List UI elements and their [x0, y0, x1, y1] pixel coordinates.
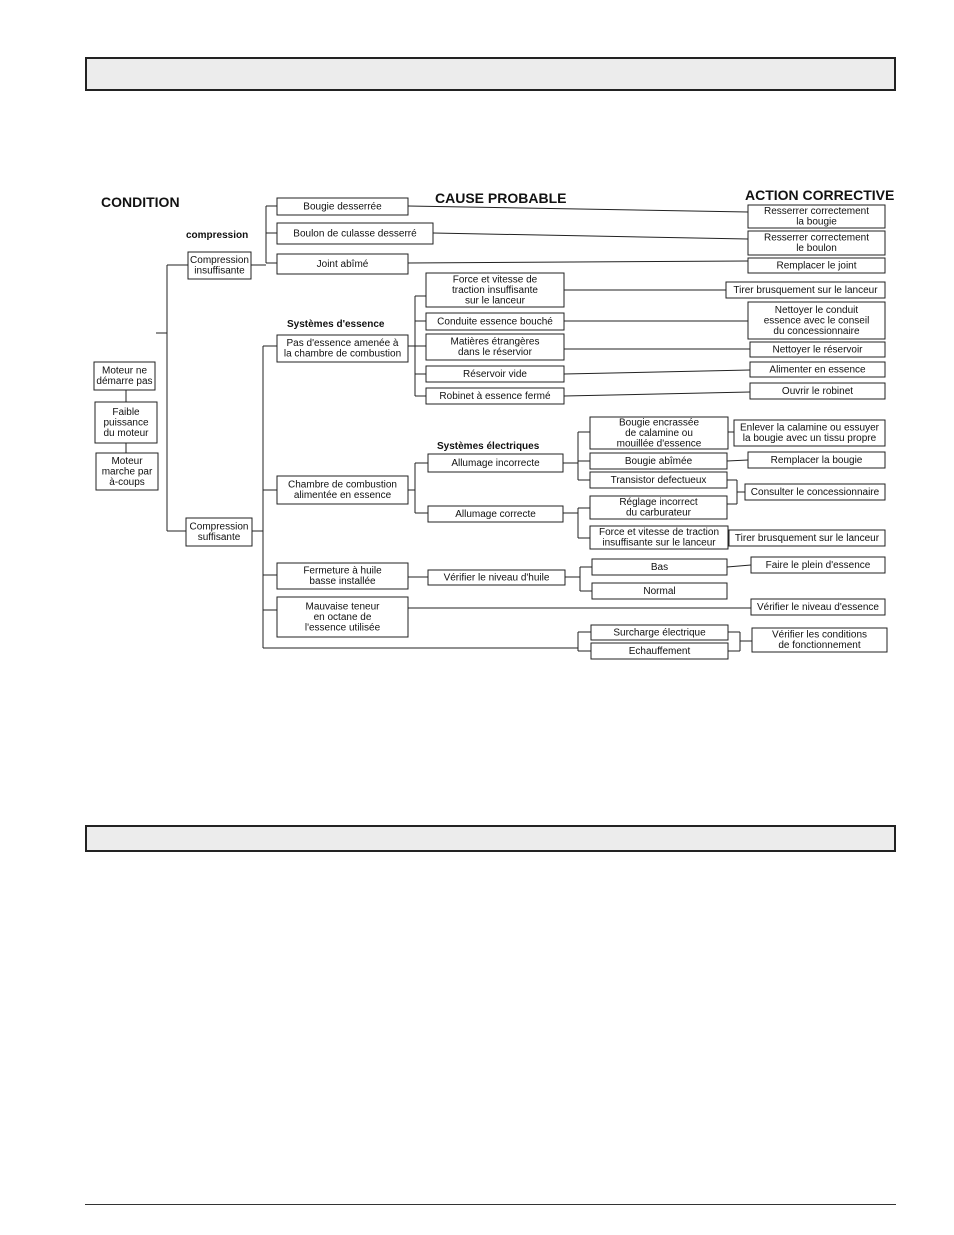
- connector-line: [433, 233, 748, 239]
- fuel-cause-tank-empty-label: Réservoir vide: [463, 368, 527, 380]
- cause-heading: CAUSE PROBABLE: [435, 190, 567, 206]
- condition-low-power-label: du moteur: [103, 427, 149, 439]
- ignition-cause-damaged-plug: [590, 453, 727, 469]
- cause-gasket-damaged-label: Joint abîmé: [316, 258, 369, 270]
- condition-low-power-label: puissance: [103, 417, 149, 429]
- cause-head-bolt-loose-label: Boulon de culasse desserré: [293, 228, 417, 240]
- fuel-cause-foreign-matter-label: dans le réservior: [458, 347, 532, 358]
- oil-normal-box-label: Normal: [643, 585, 676, 597]
- connector-line: [408, 261, 748, 263]
- fuel-cause-pull-force-label: Force et vitesse de: [452, 274, 538, 286]
- ignition-incorrect-box-label: Allumage incorrecte: [451, 457, 540, 469]
- cause-chamber-fed: [277, 476, 408, 504]
- cause-wrong-octane-label: Mauvaise teneur: [305, 601, 380, 613]
- cause-no-fuel: [277, 335, 408, 362]
- connector-line: [727, 460, 748, 461]
- condition-low-power-label: Faible: [112, 406, 140, 418]
- connector-line: [564, 370, 750, 374]
- action-clean-plug-label: la bougie avec un tissu propre: [742, 433, 877, 444]
- action-tighten-plug: [748, 205, 885, 228]
- compression-subheading: compression: [186, 230, 249, 241]
- action-clean-plug-label: Enlever la calamine ou essuyer: [740, 422, 879, 434]
- cause-chamber-fed-label: Chambre de combustion: [288, 479, 397, 491]
- action-check-conditions-label: de fonctionnement: [778, 640, 861, 651]
- action-add-fuel-label: Alimenter en essence: [769, 364, 866, 376]
- action-check-fuel-level: [751, 599, 885, 615]
- ignition-cause-pull-force-label: insuffisante sur le lanceur: [602, 537, 716, 549]
- oil-low-box-label: Bas: [650, 561, 669, 573]
- overload-heating-box: [591, 643, 728, 659]
- ignition-correct-box-label: Allumage correcte: [455, 508, 536, 520]
- oil-low-box: [592, 559, 727, 575]
- fuel-cause-valve-closed-label: Robinet à essence fermé: [439, 390, 551, 402]
- action-replace-plug: [748, 452, 885, 468]
- fuel-cause-valve-closed: [426, 388, 564, 404]
- ignition-cause-fouled-plug-label: mouillée d'essence: [616, 438, 702, 450]
- action-tighten-plug-label: Resserrer correctement: [763, 206, 870, 217]
- compression-insufficient-box: [188, 252, 251, 279]
- ignition-cause-carburetor: [590, 496, 727, 519]
- ignition-cause-carburetor-label: Réglage incorrect: [619, 497, 698, 508]
- action-clean-tank: [750, 342, 885, 357]
- condition-engine-wont-start-label: démarre pas: [96, 376, 153, 387]
- electrical-systems-subheading: Systèmes électriques: [437, 441, 540, 452]
- action-fill-fuel-label: Faire le plein d'essence: [765, 559, 871, 571]
- condition-runs-rough-label: Moteur: [111, 455, 143, 467]
- ignition-cause-fouled-plug-label: Bougie encrassée: [618, 417, 700, 429]
- condition-heading: CONDITION: [101, 194, 180, 210]
- oil-check-box: [428, 570, 565, 585]
- compression-insufficient-box-label: insuffisante: [194, 265, 245, 277]
- fuel-cause-pull-force-label: traction insuffisante: [452, 284, 538, 296]
- action-clean-tank-label: Nettoyer le réservoir: [772, 344, 863, 356]
- ignition-cause-carburetor-label: du carburateur: [625, 507, 692, 519]
- connector-line: [727, 565, 751, 567]
- cause-chamber-fed-label: alimentée en essence: [293, 490, 392, 501]
- oil-check-box-label: Vérifier le niveau d'huile: [443, 572, 550, 584]
- condition-runs-rough-label: marche par: [101, 466, 153, 478]
- overload-electrical-box: [591, 625, 728, 640]
- connector-line: [564, 392, 750, 396]
- action-fill-fuel: [751, 557, 885, 573]
- ignition-incorrect-box: [428, 454, 563, 472]
- compression-sufficient-box-label: Compression: [189, 521, 249, 533]
- cause-oil-shutoff-label: basse installée: [309, 576, 376, 587]
- action-add-fuel: [750, 362, 885, 377]
- oil-normal-box: [592, 583, 727, 599]
- action-tighten-bolt-label: Resserrer correctement: [763, 232, 870, 244]
- ignition-cause-pull-force-label: Force et vitesse de traction: [598, 527, 720, 538]
- cause-spark-plug-loose: [277, 198, 408, 215]
- action-clean-line-label: Nettoyer le conduit: [774, 304, 859, 316]
- cause-head-bolt-loose: [277, 223, 433, 244]
- overload-electrical-box-label: Surcharge électrique: [613, 627, 706, 639]
- fuel-cause-tank-empty: [426, 366, 564, 382]
- action-open-valve-label: Ouvrir le robinet: [781, 385, 854, 397]
- condition-engine-wont-start: [94, 362, 155, 390]
- condition-runs-rough: [96, 453, 158, 490]
- action-replace-gasket: [748, 258, 885, 273]
- overload-heating-box-label: Echauffement: [628, 645, 691, 657]
- action-replace-gasket-label: Remplacer le joint: [776, 260, 857, 272]
- action-pull-starter: [726, 282, 885, 298]
- footer-rule: [85, 1204, 896, 1205]
- cause-no-fuel-label: Pas d'essence amenée à: [286, 338, 399, 349]
- fuel-cause-foreign-matter: [426, 334, 564, 360]
- cause-wrong-octane-label: l'essence utilisée: [304, 622, 381, 634]
- action-check-fuel-level-label: Vérifier le niveau d'essence: [757, 601, 879, 613]
- cause-wrong-octane: [277, 597, 408, 637]
- cause-no-fuel-label: la chambre de combustion: [283, 348, 402, 360]
- condition-engine-wont-start-label: Moteur ne: [101, 365, 148, 377]
- compression-sufficient-box: [186, 518, 252, 546]
- ignition-cause-transistor: [590, 472, 727, 488]
- ignition-cause-fouled-plug-label: de calamine ou: [625, 427, 693, 439]
- ignition-cause-damaged-plug-label: Bougie abîmée: [624, 455, 693, 467]
- cause-oil-shutoff: [277, 563, 408, 589]
- action-check-conditions-label: Vérifier les conditions: [771, 629, 868, 641]
- cause-oil-shutoff-label: Fermeture à huile: [303, 565, 382, 577]
- fuel-systems-subheading: Systèmes d'essence: [287, 319, 385, 330]
- action-pull-starter-label: Tirer brusquement sur le lanceur: [733, 284, 878, 296]
- action-clean-plug: [734, 420, 885, 446]
- cause-wrong-octane-label: en octane de: [313, 611, 372, 623]
- fuel-cause-pull-force: [426, 273, 564, 307]
- action-clean-line: [748, 302, 885, 339]
- fuel-cause-line-blocked: [426, 313, 564, 330]
- action-check-conditions: [752, 628, 887, 652]
- ignition-correct-box: [428, 506, 563, 522]
- action-consult-dealer-label: Consulter le concessionnaire: [750, 486, 880, 498]
- action-tighten-plug-label: la bougie: [796, 216, 837, 228]
- action-heading: ACTION CORRECTIVE: [745, 187, 895, 203]
- ignition-cause-pull-force: [590, 526, 728, 549]
- action-open-valve: [750, 383, 885, 399]
- action-replace-plug-label: Remplacer la bougie: [770, 454, 863, 466]
- action-clean-line-label: du concessionnaire: [773, 325, 860, 337]
- condition-runs-rough-label: à-coups: [109, 476, 145, 488]
- fuel-cause-pull-force-label: sur le lanceur: [464, 295, 526, 307]
- action-clean-line-label: essence avec le conseil: [763, 315, 870, 327]
- action-pull-starter-2-label: Tirer brusquement sur le lanceur: [734, 532, 880, 544]
- action-tighten-bolt: [748, 231, 885, 255]
- compression-insufficient-box-label: Compression: [190, 255, 249, 266]
- ignition-cause-fouled-plug: [590, 417, 728, 449]
- connector-line: [408, 206, 748, 212]
- cause-gasket-damaged: [277, 254, 408, 274]
- action-tighten-bolt-label: le boulon: [796, 243, 837, 254]
- fuel-cause-line-blocked-label: Conduite essence bouché: [437, 316, 553, 328]
- compression-sufficient-box-label: suffisante: [197, 532, 241, 543]
- ignition-cause-transistor-label: Transistor defectueux: [610, 474, 707, 486]
- action-consult-dealer: [745, 484, 885, 500]
- action-pull-starter-2: [729, 530, 885, 546]
- fuel-cause-foreign-matter-label: Matières étrangères: [450, 336, 540, 348]
- bottom-section-banner: [85, 825, 896, 852]
- cause-spark-plug-loose-label: Bougie desserrée: [303, 201, 382, 213]
- condition-low-power: [95, 402, 157, 443]
